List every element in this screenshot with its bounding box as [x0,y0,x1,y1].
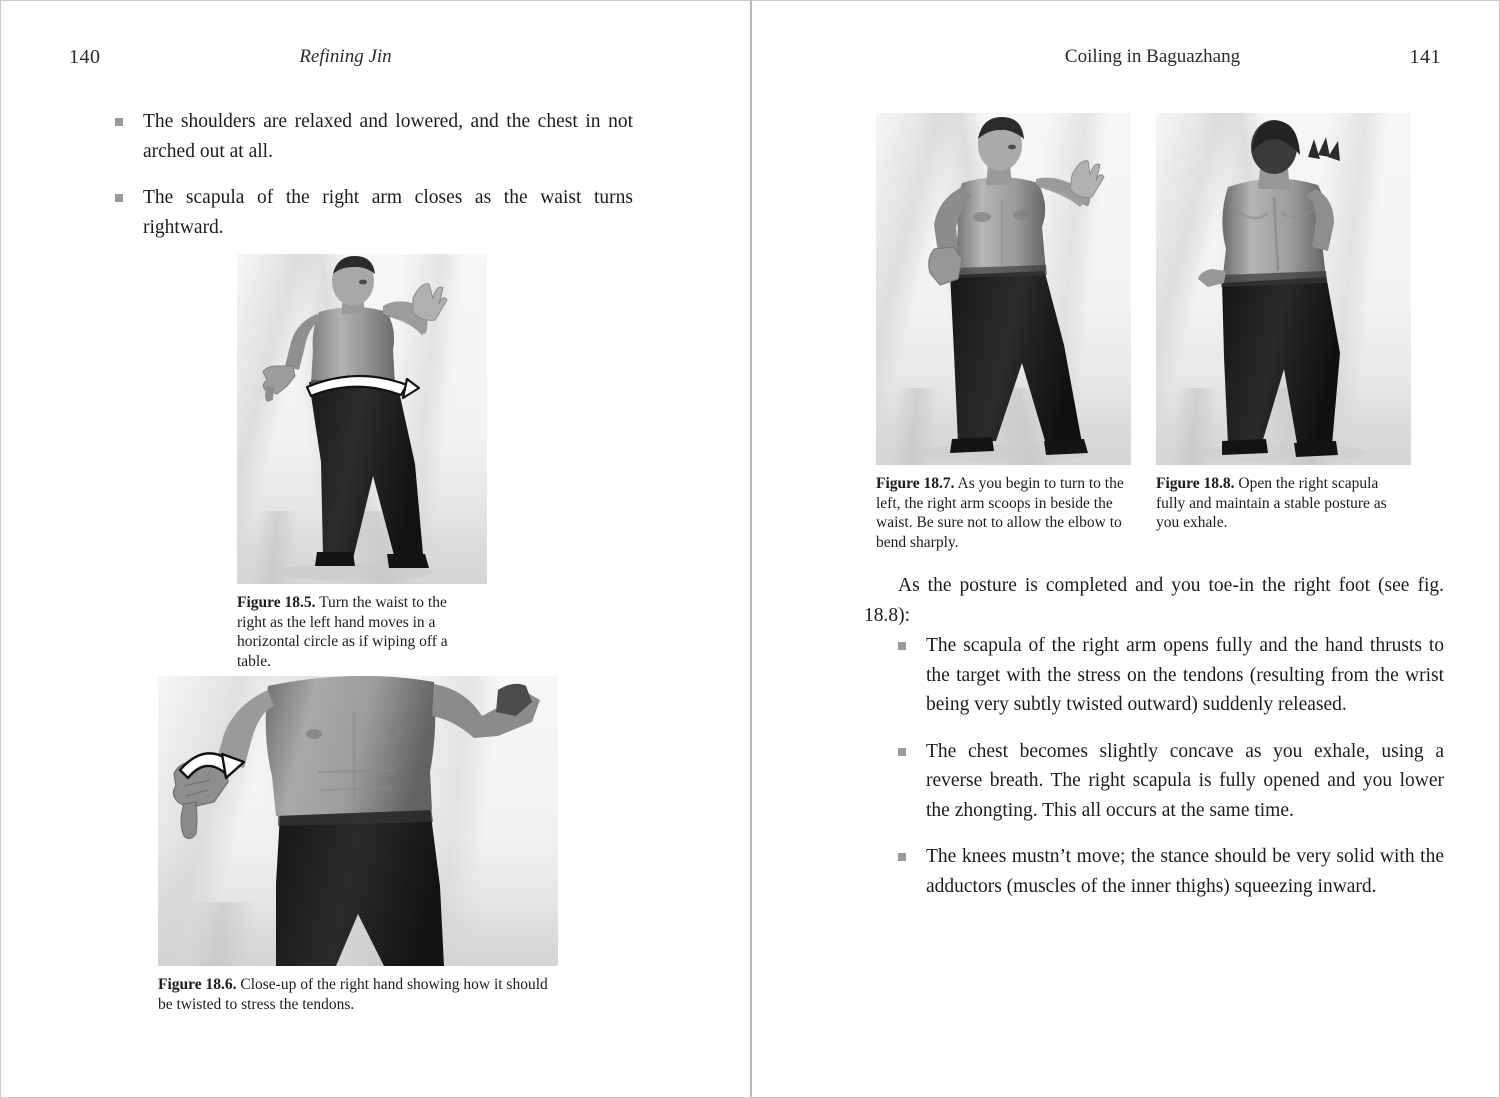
right-body-paragraph-block [864,571,1444,630]
figure-18-7 [876,113,1131,552]
bullet-list [113,107,633,242]
list-item-text: The chest becomes slightly concave as you exhale, using a reverse breath. The right scapula is fully opened and you lower the zhongting. This all occurs at the same time. [926,740,1444,821]
running-head-right: Coiling in Baguazhang [1064,46,1241,67]
left-bullet-list-block [113,107,633,242]
list-item-text: The scapula of the right arm closes as the waist turns rightward. [143,187,633,238]
paragraph-text: As the posture is completed and you toe-in the right foot (see fig. 18.8): [864,575,1444,626]
list-item [896,737,1444,826]
caption-label: Figure 18.5. [237,594,316,611]
list-item [113,183,633,242]
bullet-square-icon [115,194,123,202]
bullet-square-icon [898,853,906,861]
figure-18-8-photo [1156,113,1411,465]
list-item-text: The shoulders are relaxed and lowered, and the chest in not arched out at all. [143,111,633,162]
page-number-left: 140 [69,46,101,68]
figure-18-5-photo [237,254,487,584]
list-item [896,631,1444,720]
right-bullet-list-block [896,631,1444,901]
bullet-square-icon [898,642,906,650]
caption-text: As you begin to turn to the left, the right arm scoops in beside the waist. Be sure not to allow the elbow to bend sharply. [876,475,1124,551]
caption-label: Figure 18.8. [1156,475,1235,492]
caption-text: Turn the waist to the right as the left hand moves in a horizontal circle as if wiping off a table. [237,594,448,670]
figure-18-8 [1156,113,1411,533]
figure-18-7-caption [876,474,1131,552]
list-item-text: The scapula of the right arm opens fully and the hand thrusts to the target with the stress on the tendons (resulting from the wrist being very subtly twisted outward) suddenly released. [926,635,1444,715]
figure-18-5-caption [237,593,472,671]
figure-18-8-caption [1156,474,1411,533]
list-item [113,107,633,166]
turning-posture-illustration [876,113,1131,465]
bullet-square-icon [898,748,906,756]
figure-18-7-photo [876,113,1131,465]
figure-18-5 [237,254,487,671]
hand-closeup-illustration [158,676,558,966]
running-head-left: Refining Jin [299,46,392,67]
list-item [896,842,1444,901]
list-item-text: The knees mustn’t move; the stance should be very solid with the adductors (muscles of the inner thighs) squeezing inward. [926,846,1444,897]
left-page [1,1,750,1098]
bullet-square-icon [115,118,123,126]
caption-text: Close-up of the right hand showing how it should be twisted to stress the tendons. [158,976,548,1013]
figure-18-6 [158,676,558,1014]
figure-18-6-photo [158,676,558,966]
bullet-list [896,631,1444,901]
caption-label: Figure 18.6. [158,976,237,993]
caption-label: Figure 18.7. [876,475,955,492]
caption-text: Open the right scapula fully and maintain a stable posture as you exhale. [1156,475,1387,531]
rear-view-posture-illustration [1156,113,1411,465]
right-page [752,1,1500,1098]
standing-posture-illustration [237,254,487,584]
page-number-right: 141 [1409,46,1441,68]
figure-18-6-caption [158,975,558,1014]
